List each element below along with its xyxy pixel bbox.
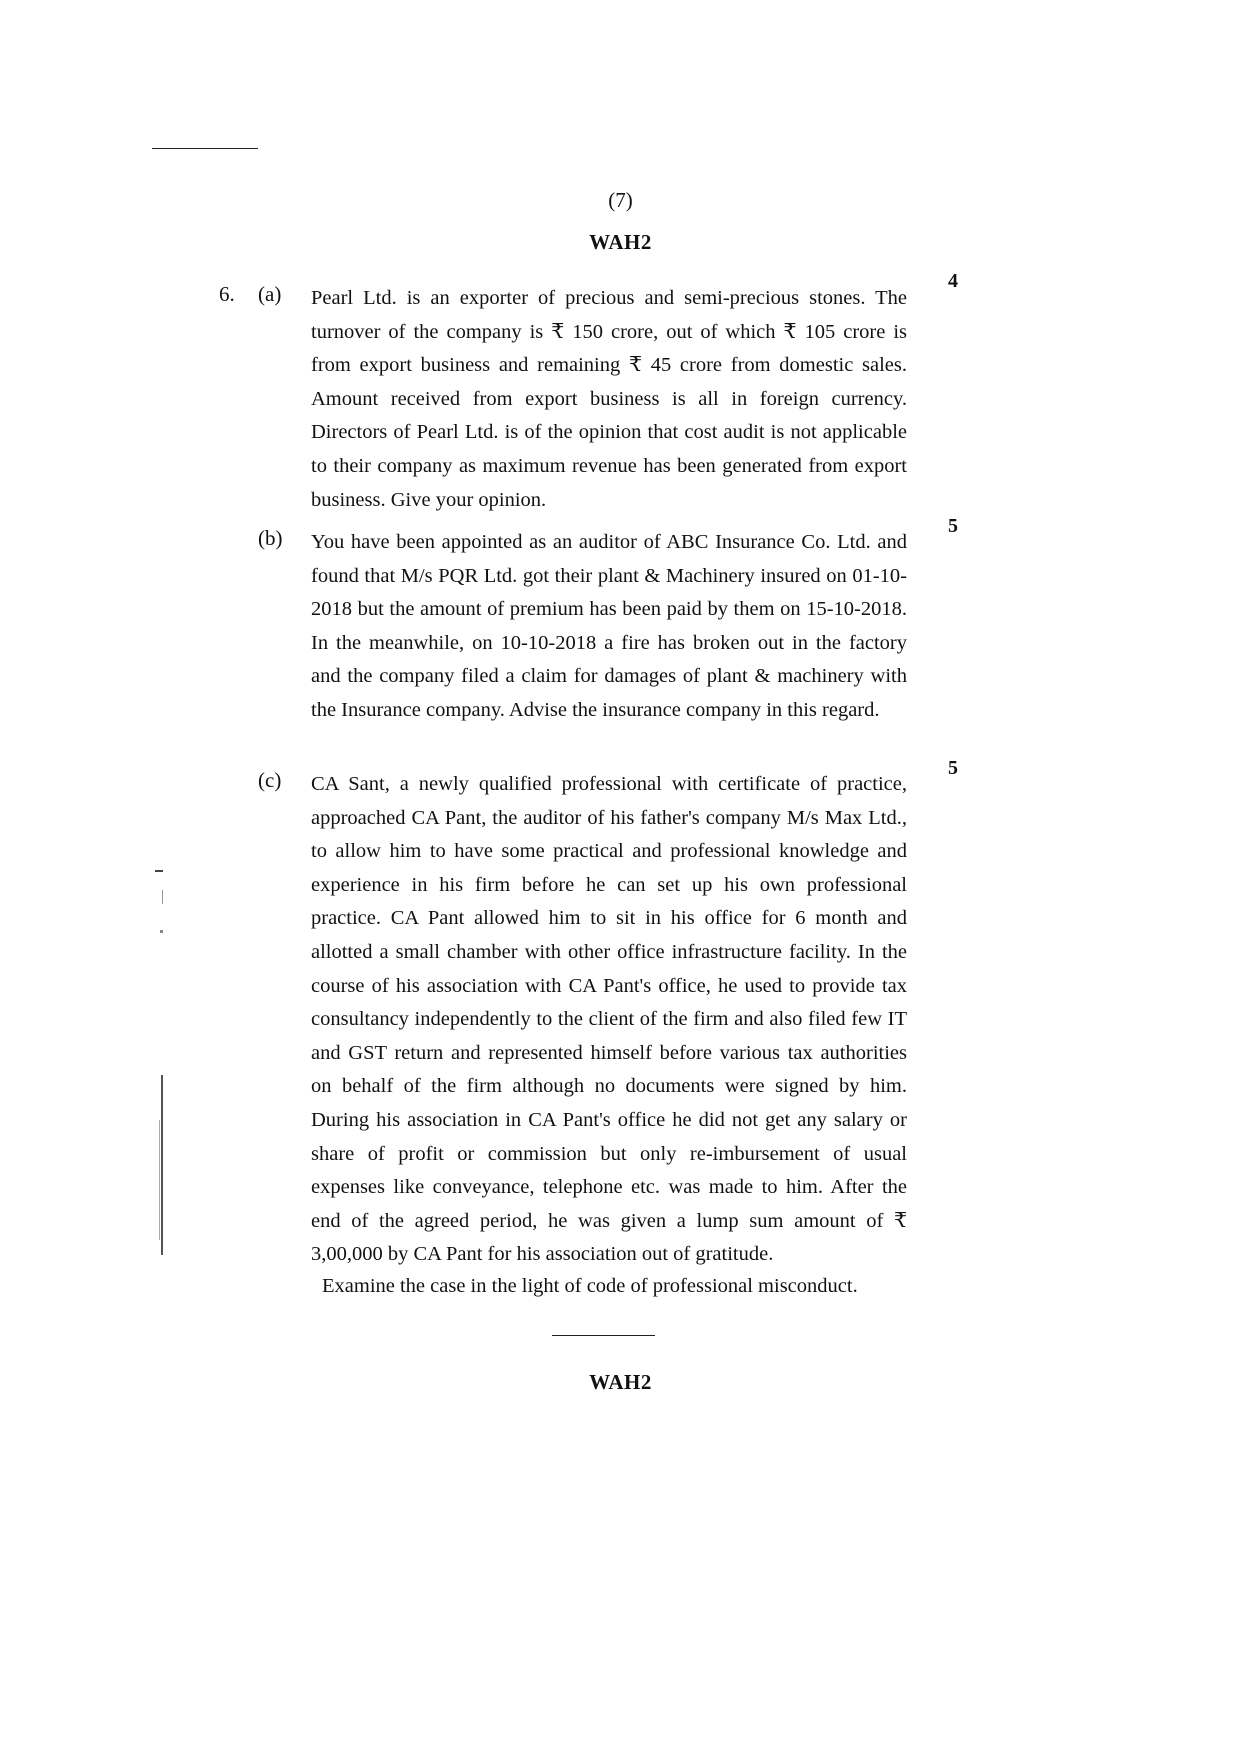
part-text: CA Sant, a newly qualified professional with certificate of practice, approached CA Pant, the auditor of his father's company M/s Max Ltd., to allow him to have some practical and professional knowledge and experience in his firm before he can set up his own professional practice. CA Pant allowed him to sit in his office for 6 month and allotted a small chamber with other office infrastructure facility. In the course of his association with CA Pant's office, he used to provide tax consultancy independently to the client of the firm and also filed few IT and GST return and represented himself before various tax authorities on behalf of the firm although no documents were signed by him. During his association in CA Pant's office he did not get any salary or share of profit or commission but only re-imbursement of usual expenses like conveyance, telephone etc. was made to him. After the end of the agreed period, he was given a lump sum amount of ₹ 3,00,000 by CA Pant for his association out of gratitude. (311, 773, 907, 1266)
paper-code-header: WAH2 (589, 230, 652, 254)
closing-instruction: Examine the case in the light of code of professional misconduct. (322, 1275, 858, 1297)
part-text: Pearl Ltd. is an exporter of precious and semi-precious stones. The turnover of the company is ₹ 150 crore, out of which ₹ 105 crore is from export business and remaining ₹ 45 crore from domestic sales. Amount received from export business is all in foreign currency. Directors of Pearl Ltd. is of the opinion that cost audit is not applicable to their company as maximum revenue has been generated from export business. Give your opinion. (311, 287, 907, 511)
scan-artifact (155, 870, 163, 872)
scan-artifact (162, 890, 163, 904)
part-text: You have been appointed as an auditor of ABC Insurance Co. Ltd. and found that M/s PQR Ltd. got their plant & Machinery insured on 01-10-2018 but the amount of premium has been paid by them on 15-10-2018. In the meanwhile, on 10-10-2018 a fire has broken out in the factory and the company filed a claim for damages of plant & machinery with the Insurance company. Advise the insurance company in this regard. (311, 531, 907, 721)
part-label: (c) (258, 768, 282, 792)
top-left-rule (152, 148, 258, 149)
marks-part-c: 5 (948, 757, 958, 779)
marks-part-a: 4 (948, 270, 958, 292)
marks-part-b: 5 (948, 515, 958, 537)
part-label: (b) (258, 526, 283, 550)
end-rule (552, 1335, 655, 1336)
scan-artifact (160, 930, 163, 933)
page-number: (7) (608, 188, 633, 212)
paper-code-footer: WAH2 (589, 1370, 652, 1394)
scan-artifact (161, 1075, 163, 1255)
part-label: (a) (258, 282, 282, 306)
question-number: 6. (219, 282, 235, 306)
scan-artifact (159, 1120, 160, 1240)
